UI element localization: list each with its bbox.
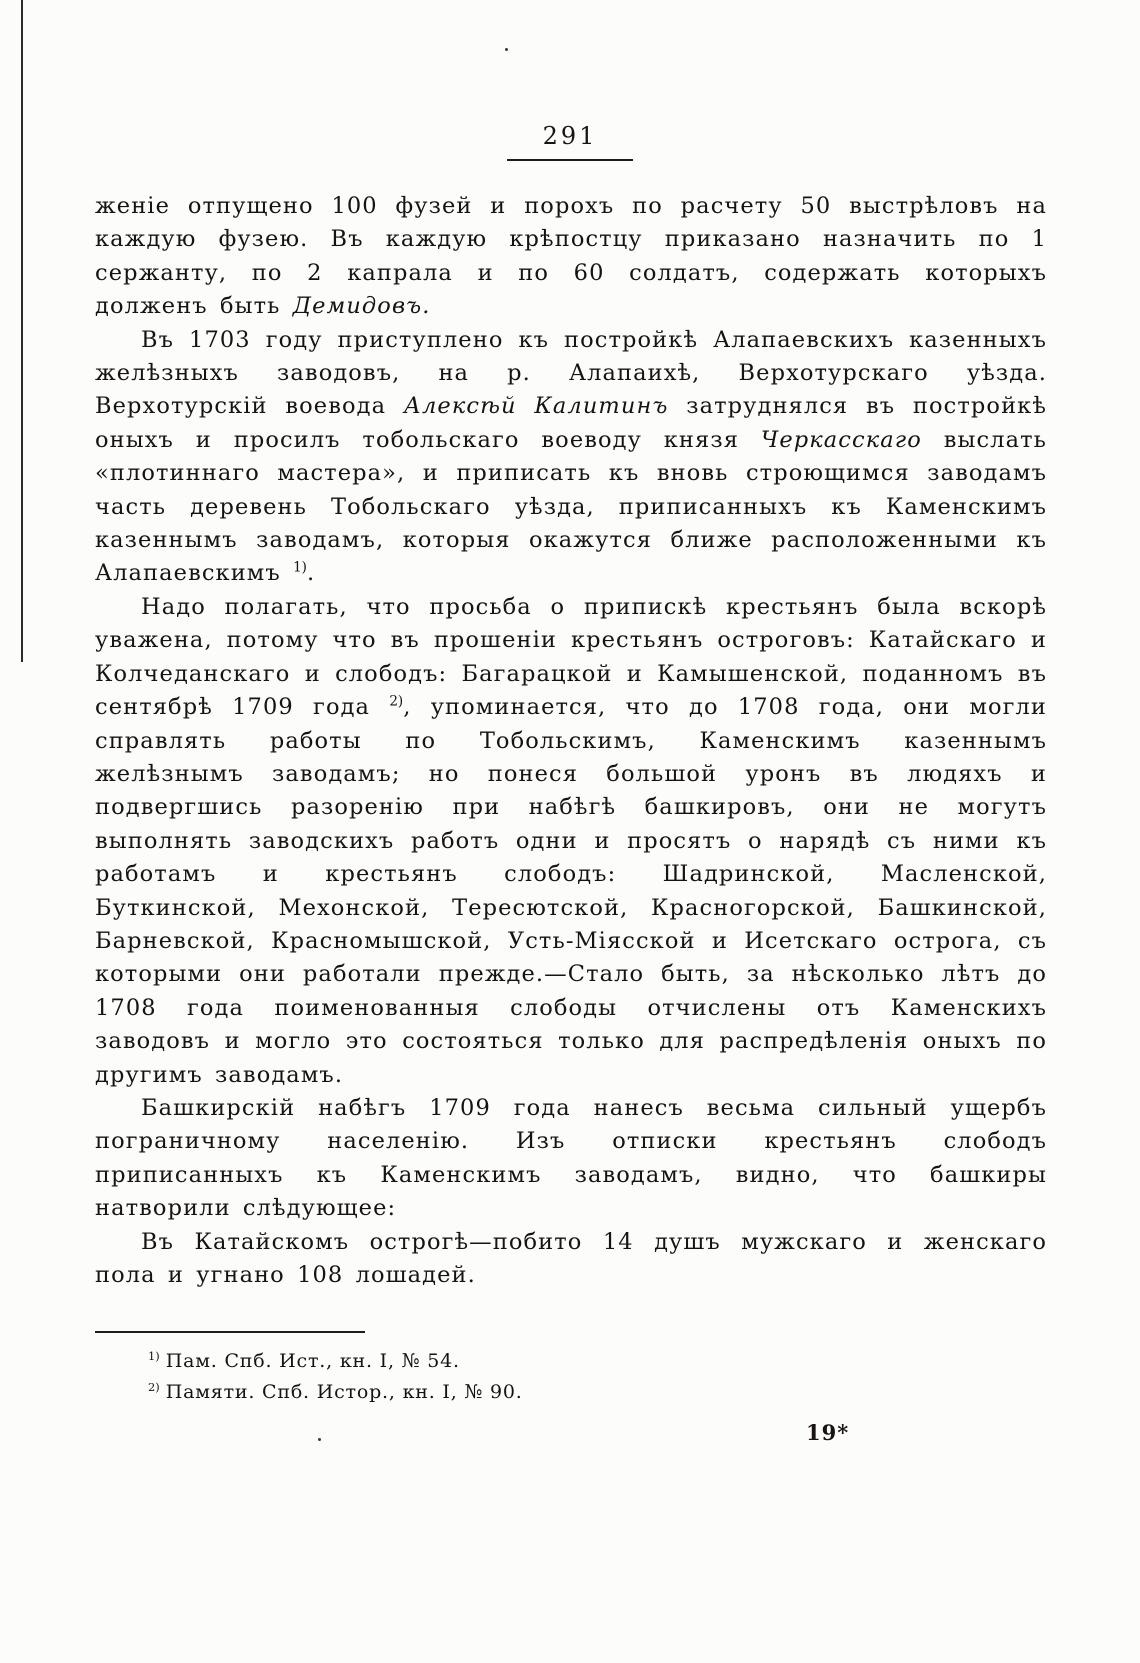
text-run: Демидовъ. — [292, 293, 431, 320]
footnote — [148, 1346, 523, 1377]
paragraph — [95, 324, 1047, 591]
footnote-divider — [95, 1331, 365, 1333]
footnote-reference: 1) — [293, 559, 307, 576]
text-run: , упоминается, что до 1708 года, они могли справлять работы по Тобольскимъ, Каменскимъ казеннымъ желѣзнымъ заводамъ; но понеся большой уронъ въ людяхъ и подвергшись разоренію при набѣгѣ башкировъ, они не могутъ выполнять заводскихъ работъ одни и просятъ о нарядѣ съ ними къ работамъ и крестьянъ слободъ: Шадринской, Масленской, Буткинской, Мехонской, Тересютской, Красногорской, Башкинской, Барневской, Красномышской, Усть-Міясской и Исетскаго острога, съ которыми они работали прежде.—Стало быть, за нѣсколько лѣтъ до 1708 года поименованныя слободы отчислены отъ Каменскихъ заводовъ и могло это состояться только для распредѣленія оныхъ по другимъ заводамъ. — [95, 694, 1048, 1088]
footnote-text: Памяти. Спб. Истор., кн. I, № 90. — [165, 1381, 523, 1403]
paragraph — [95, 591, 1047, 1092]
text-run: Башкирскій набѣгъ 1709 года нанесъ весьма сильный ущербъ пограничному населенію. Изъ отписки крестьянъ слободъ приписанныхъ къ Каменскимъ заводамъ, видно, что башкиры натворили слѣдующее: — [95, 1094, 1047, 1222]
paragraph — [95, 1226, 1047, 1293]
text-run: Черкасскаго — [760, 426, 922, 453]
text-run: . — [306, 560, 316, 587]
paragraph — [95, 1092, 1047, 1226]
signature-mark: 19* — [806, 1420, 850, 1445]
text-run: затруднялся въ постройкѣ оныхъ и просилъ тобольскаго воеводу князя — [95, 393, 1047, 453]
footnote-text: Пам. Спб. Ист., кн. I, № 54. — [165, 1350, 460, 1372]
scan-edge-line — [21, 0, 23, 662]
text-run: Надо полагать, что просьба о припискѣ крестьянъ была вскорѣ уважена, потому что въ прошеніи крестьянъ остроговъ: Катайскаго и Колчеданскаго и слободъ: Багарацкой и Камышенской, поданномъ въ сентябрѣ 1709 года — [95, 593, 1047, 721]
footnotes — [148, 1346, 523, 1408]
footnote-marker: 1) — [148, 1348, 160, 1363]
text-run: выслать «плотиннаго мастера», и приписать къ вновь строющимся заводамъ часть деревень Тобольскаго уѣзда, приписанныхъ къ Каменскимъ казеннымъ заводамъ, которыя окажутся ближе расположенными къ Алапаевскимъ — [95, 426, 1047, 587]
footnote-reference: 2) — [389, 693, 404, 710]
page-number: 291 — [507, 122, 634, 161]
page-header — [0, 122, 1140, 161]
footnote — [148, 1377, 523, 1408]
footnote-marker: 2) — [148, 1379, 160, 1394]
text-run: Алексѣй Калитинъ — [403, 393, 669, 420]
scan-speck — [318, 1438, 321, 1441]
paragraph — [95, 190, 1047, 324]
text-run: Въ 1703 году приступлено къ постройкѣ Алапаевскихъ казенныхъ желѣзныхъ заводовъ, на р. Алапаихѣ, Верхотурскаго уѣзда. Верхотурскій воевода — [95, 326, 1047, 420]
body-text — [95, 190, 1047, 1292]
text-run: Въ Катайскомъ острогѣ—побито 14 душъ мужскаго и женскаго пола и угнано 108 лошадей. — [95, 1228, 1047, 1288]
scan-speck — [505, 48, 508, 51]
text-run: женіе отпущено 100 фузей и порохъ по расчету 50 выстрѣловъ на каждую фузею. Въ каждую крѣпостцу приказано назначить по 1 сержанту, по 2 капрала и по 60 солдатъ, содержать которыхъ долженъ быть — [95, 193, 1047, 320]
